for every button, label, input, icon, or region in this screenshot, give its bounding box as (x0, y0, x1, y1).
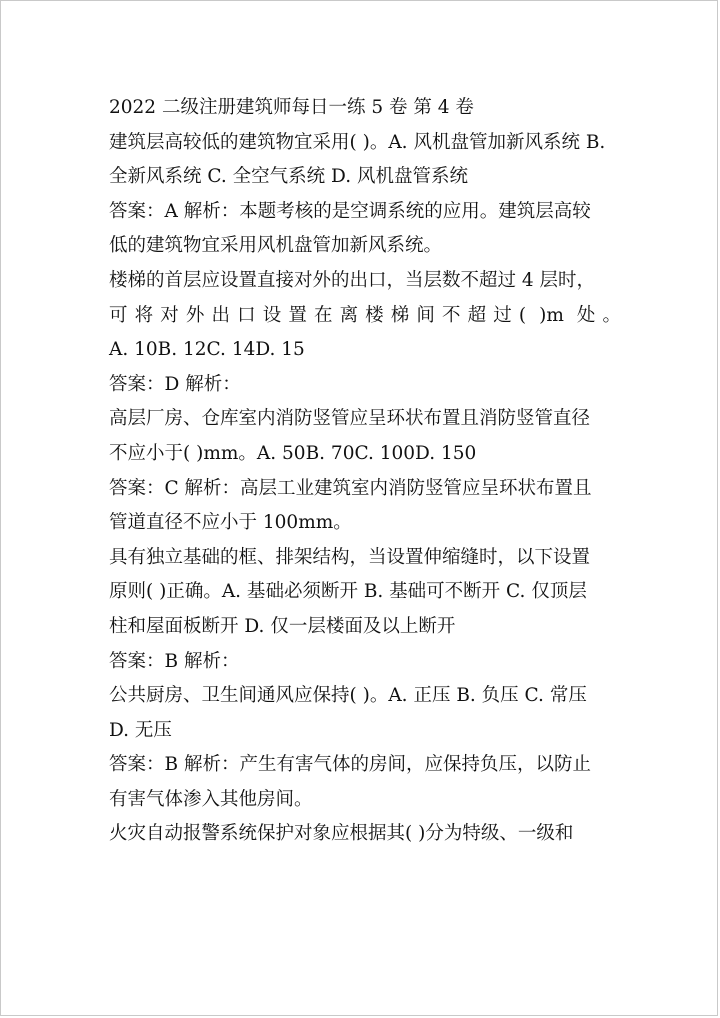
answer-4: 答案：B 解析： (109, 650, 240, 672)
answer-5-line-2: 有害气体渗入其他房间。 (109, 788, 313, 810)
answer-2: 答案：D 解析： (109, 373, 241, 395)
question-6-text-line-1: 火灾自动报警系统保护对象应根据其( )分为特级、一级和 (109, 823, 574, 845)
answer-5-line-1: 答案：B 解析：产生有害气体的房间，应保持负压，以防止 (109, 754, 591, 776)
question-1-text-line-2: 全新风系统 C. 全空气系统 D. 风机盘管系统 (109, 166, 468, 188)
document-title: 2022 二级注册建筑师每日一练 5 卷 第 4 卷 (109, 97, 474, 118)
question-1-text-line-1: 建筑层高较低的建筑物宜采用( )。A. 风机盘管加新风系统 B. (109, 131, 606, 153)
question-4-text-line-2: 原则( )正确。A. 基础必须断开 B. 基础可不断开 C. 仅顶层 (109, 581, 587, 603)
question-2-text-line-2: 可将对外出口设置在离楼梯间不超过( )m 处。 (109, 304, 621, 326)
question-4-text-line-3: 柱和屋面板断开 D. 仅一层楼面及以上断开 (109, 615, 456, 637)
document-body (109, 91, 621, 852)
question-3-text-line-2: 不应小于( )mm。A. 50B. 70C. 100D. 150 (109, 442, 477, 464)
question-2-options: A. 10B. 12C. 14D. 15 (109, 339, 305, 361)
answer-3-line-1: 答案：C 解析：高层工业建筑室内消防竖管应呈环状布置且 (109, 477, 592, 499)
answer-3-line-2: 管道直径不应小于 100mm。 (109, 512, 352, 534)
question-5-text-line-1: 公共厨房、卫生间通风应保持( )。A. 正压 B. 负压 C. 常压 (109, 685, 587, 707)
answer-1-line-1: 答案：A 解析：本题考核的是空调系统的应用。建筑层高较 (109, 200, 591, 222)
question-4-text-line-1: 具有独立基础的框、排架结构，当设置伸缩缝时，以下设置 (109, 546, 591, 568)
question-5-text-line-2: D. 无压 (109, 719, 172, 741)
answer-1-line-2: 低的建筑物宜采用风机盘管加新风系统。 (109, 235, 443, 257)
question-2-text-line-1: 楼梯的首层应设置直接对外的出口，当层数不超过 4 层时， (109, 269, 596, 291)
question-3-text-line-1: 高层厂房、仓库室内消防竖管应呈环状布置且消防竖管直径 (109, 408, 591, 430)
